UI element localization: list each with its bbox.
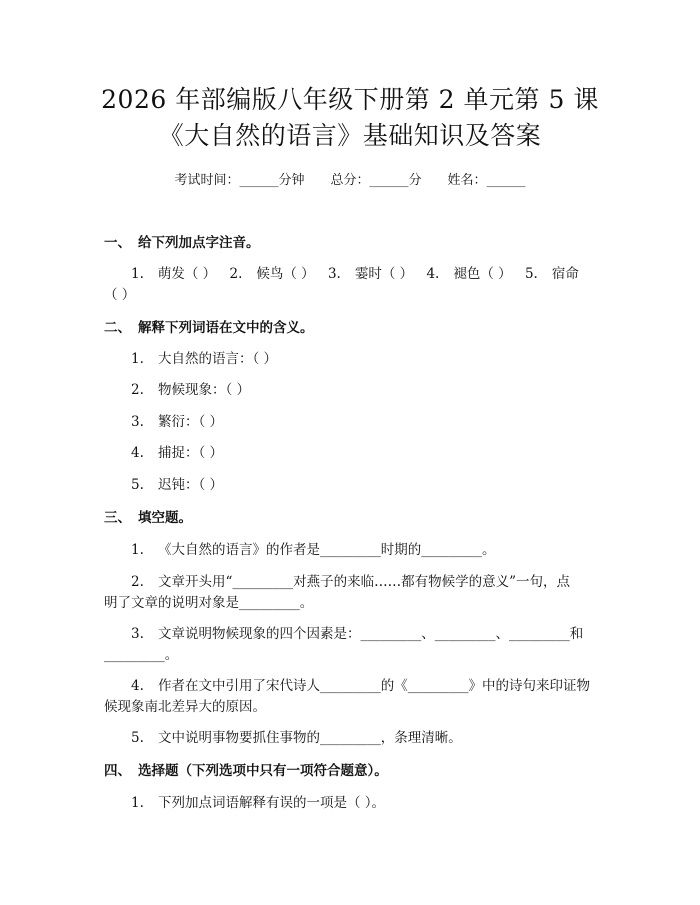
document-title-line-1: 2026 年部编版八年级下册第 2 单元第 5 课 (101, 85, 599, 114)
pinyin-item: 褪色（ ） (453, 266, 512, 282)
section-1-heading (104, 231, 260, 251)
section-2-heading (104, 316, 314, 336)
section-1-number: 一、 (104, 235, 131, 251)
item-number: 5. (131, 730, 144, 746)
section-3-heading (104, 506, 192, 526)
item-text-continuation: 候现象南北差异大的原因。 (104, 699, 266, 715)
pinyin-item-continuation: （ ） (104, 287, 136, 303)
item-number: 3. (131, 414, 144, 430)
item-number: 1. (131, 351, 144, 367)
item-text: 文章说明物候现象的四个因素是：_________、_________、_________和 (158, 626, 584, 642)
pinyin-item: 霎时（ ） (354, 266, 414, 282)
item-number: 1. (131, 266, 144, 282)
pinyin-item: 候鸟（ ） (256, 266, 315, 282)
item-text-continuation: 明了文章的说明对象是_________。 (104, 595, 314, 611)
item-number: 3. (131, 626, 144, 642)
item-text: 作者在文中引用了宋代诗人_________的《_________》中的诗句来印证物 (158, 678, 590, 694)
question-item (131, 347, 277, 367)
item-number: 5. (131, 477, 144, 493)
item-text: 大自然的语言：（ ） (158, 351, 278, 367)
item-number: 5. (524, 266, 538, 282)
exam-info (0, 169, 700, 188)
item-number: 3. (327, 266, 341, 282)
section-2-number: 二、 (104, 320, 131, 336)
question-item (131, 441, 223, 461)
item-number: 2. (131, 574, 144, 590)
item-text: 《大自然的语言》的作者是_________时期的_________。 (158, 542, 496, 558)
item-number: 2. (229, 266, 243, 282)
exam-name: 姓名：______ (447, 173, 526, 188)
question-item (131, 791, 385, 811)
section-1-title: 给下列加点字注音。 (138, 235, 260, 251)
question-item (131, 570, 570, 590)
question-item (131, 473, 223, 493)
item-number: 4. (131, 445, 144, 461)
section-4-heading (104, 759, 388, 779)
document-title-line-2: 《大自然的语言》基础知识及答案 (158, 121, 542, 150)
pinyin-item: 宿命 (551, 266, 579, 282)
pinyin-item: 萌发（ ） (157, 266, 217, 282)
exam-score: 总分：______分 (330, 173, 422, 188)
item-number: 2. (131, 382, 144, 398)
item-number: 4. (426, 266, 440, 282)
item-number: 4. (131, 678, 144, 694)
item-text: 迟钝：（ ） (158, 477, 224, 493)
question-item (131, 674, 590, 694)
exam-time: 考试时间：______分钟 (174, 173, 305, 188)
item-text-continuation: _________。 (104, 647, 179, 663)
pinyin-items-row (131, 262, 588, 282)
item-text: 下列加点词语解释有误的一项是（ ）。 (158, 795, 386, 811)
question-item (131, 622, 583, 642)
section-3-title: 填空题。 (138, 510, 192, 526)
item-text: 文章开头用“_________对燕子的来临……都有物候学的意义”一句，点 (158, 574, 571, 590)
question-item (131, 378, 250, 398)
item-text: 物候现象：（ ） (158, 382, 251, 398)
question-item (131, 726, 462, 746)
item-text: 捕捉：（ ） (158, 445, 224, 461)
section-4-title: 选择题（下列选项中只有一项符合题意）。 (138, 763, 388, 779)
section-4-number: 四、 (104, 763, 131, 779)
section-2-title: 解释下列词语在文中的含义。 (138, 320, 314, 336)
question-item (131, 410, 223, 430)
item-number: 1. (131, 795, 144, 811)
item-text: 繁衍：（ ） (158, 414, 224, 430)
question-item (131, 538, 496, 558)
section-3-number: 三、 (104, 510, 131, 526)
item-text: 文中说明事物要抓住事物的_________，条理清晰。 (158, 730, 462, 746)
item-number: 1. (131, 542, 144, 558)
